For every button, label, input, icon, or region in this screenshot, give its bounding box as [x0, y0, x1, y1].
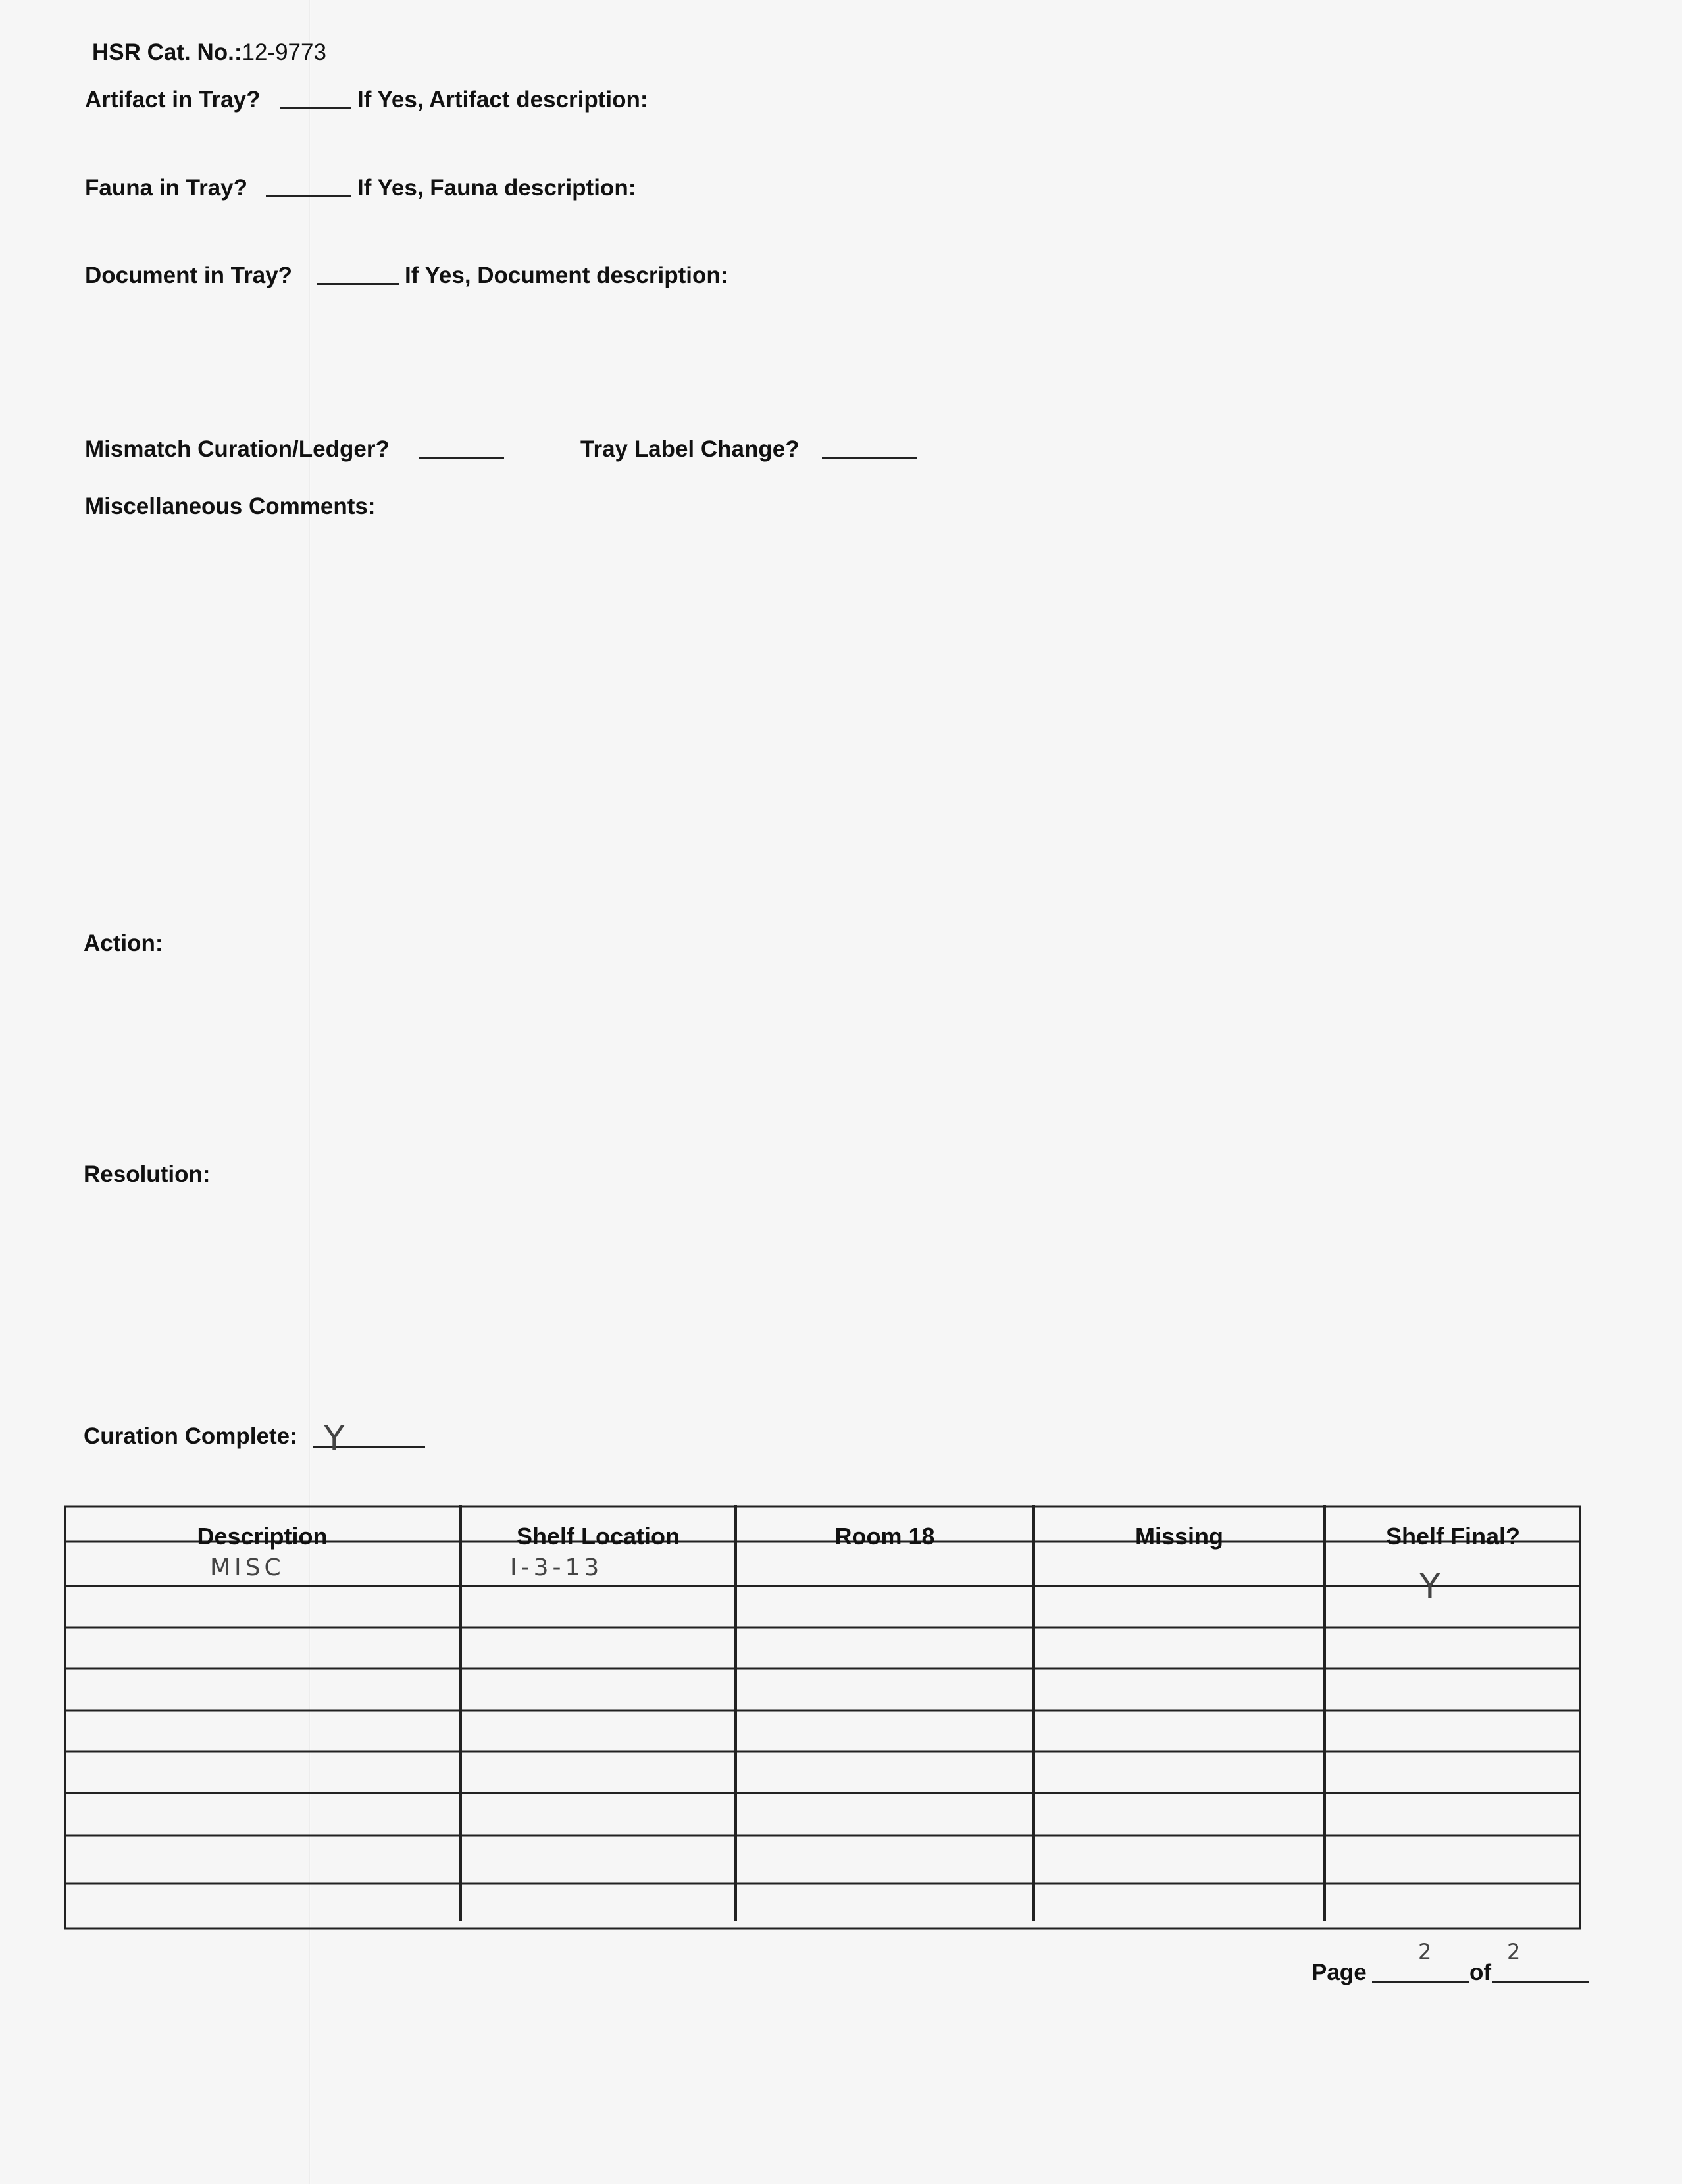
- table-grid: [64, 1505, 1581, 1930]
- tray-label-change-blank[interactable]: [822, 457, 917, 459]
- document-label: Document in Tray?: [85, 263, 293, 288]
- page-label: Page: [1312, 1960, 1367, 1985]
- of-label: of: [1469, 1960, 1492, 1985]
- resolution-label: Resolution:: [84, 1161, 211, 1187]
- mismatch-label: Mismatch Curation/Ledger?: [85, 436, 390, 462]
- mismatch-blank[interactable]: [419, 457, 504, 459]
- curation-complete-value: Y: [324, 1419, 345, 1458]
- inventory-table: [64, 1505, 1581, 1930]
- document-blank[interactable]: [317, 283, 399, 285]
- column-header-missing: Missing: [1134, 1523, 1223, 1550]
- artifact-description-label: If Yes, Artifact description:: [357, 87, 648, 113]
- total-value: 2: [1507, 1939, 1521, 1964]
- column-header-shelf-final: Shelf Final?: [1385, 1523, 1520, 1550]
- curation-complete-label: Curation Complete:: [84, 1423, 297, 1449]
- misc-comments-label: Miscellaneous Comments:: [85, 494, 376, 519]
- column-header-shelf-location: Shelf Location: [516, 1523, 680, 1550]
- action-label: Action:: [84, 930, 163, 956]
- fauna-label: Fauna in Tray?: [85, 175, 247, 201]
- catalog-label: HSR Cat. No.:: [92, 39, 242, 65]
- row-1-shelf-final: Y: [1419, 1567, 1440, 1606]
- page-value: 2: [1418, 1939, 1432, 1964]
- fauna-blank[interactable]: [266, 195, 351, 197]
- document-description-label: If Yes, Document description:: [405, 263, 728, 288]
- row-1-description: MISC: [210, 1554, 285, 1581]
- fauna-description-label: If Yes, Fauna description:: [357, 175, 636, 201]
- artifact-blank[interactable]: [280, 107, 351, 109]
- total-blank[interactable]: [1492, 1981, 1589, 1983]
- row-1-shelf-location: I-3-13: [510, 1554, 603, 1581]
- catalog-value: 12-9773: [242, 39, 326, 65]
- catalog-number: [92, 41, 326, 64]
- page-blank[interactable]: [1372, 1981, 1469, 1983]
- artifact-label: Artifact in Tray?: [85, 87, 261, 113]
- tray-label-change-label: Tray Label Change?: [580, 436, 800, 462]
- column-header-room-18: Room 18: [834, 1523, 935, 1550]
- column-header-description: Description: [197, 1523, 328, 1550]
